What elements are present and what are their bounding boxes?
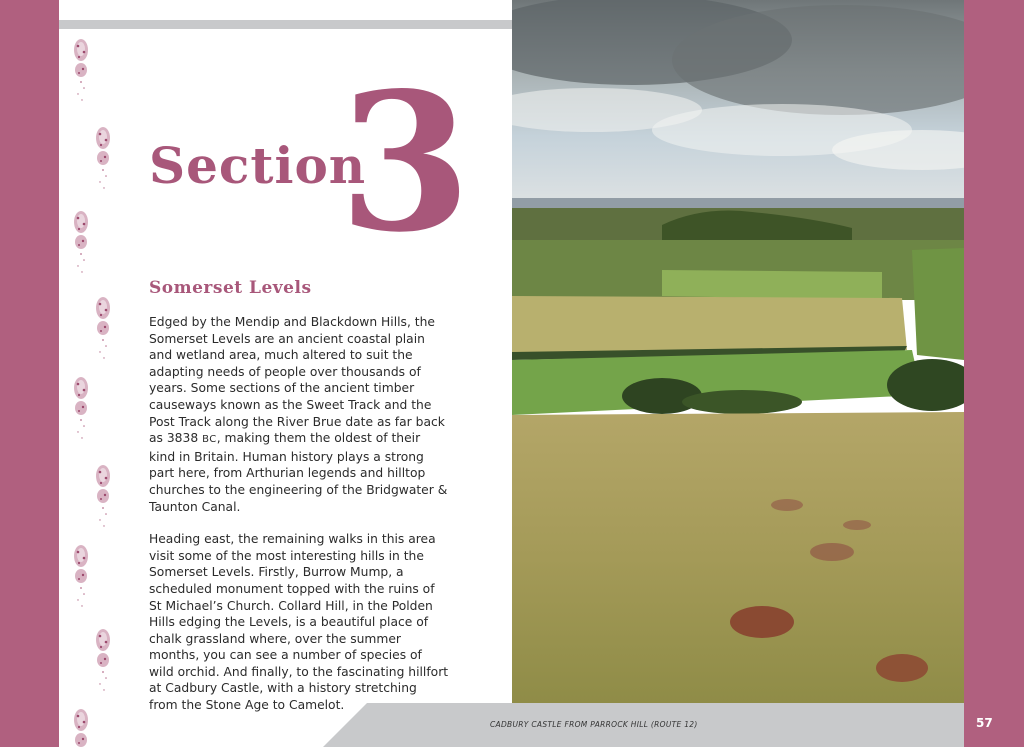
body-text [149, 314, 449, 730]
section-subtitle: Somerset Levels [149, 278, 312, 298]
footprint-icon [96, 297, 110, 359]
footprint-icon [96, 465, 110, 527]
footprint-icon [74, 545, 88, 607]
top-rule [59, 20, 512, 29]
paragraph-2: Heading east, the remaining walks in this area visit some of the most interesting hills in the Somerset Levels. Firstly, Burrow Mump, a scheduled monument topped with the ruins of St Michael’s Church. Collard Hill, in the Polden Hills edging the Levels, is a beautiful place of chalk grassland where, over the summer months, you can see a number of species of wild orchid. And finally, to the fascinating hillfort at Cadbury Castle, with a history stretching from the Stone Age to Camelot. [149, 532, 449, 713]
footprint-icon [96, 127, 110, 189]
footprint-icon [74, 377, 88, 439]
era-smallcaps: BC [202, 434, 217, 446]
section-number: 3 [339, 51, 472, 274]
photo-caption: CADBURY CASTLE FROM PARROCK HILL (ROUTE 12) [490, 720, 698, 729]
footprints-decoration [65, 36, 119, 747]
footprint-icon [74, 709, 88, 747]
footprint-icon [96, 629, 110, 691]
page-number: 57 [976, 716, 993, 730]
footprint-icon [74, 211, 88, 273]
paragraph-1: Edged by the Mendip and Blackdown Hills, the Somerset Levels are an ancient coastal plain and wetland area, much altered to suit the adapting needs of people over thousands of years. Some sections of the ancient timber causeways known as the Sweet Track and the Post Track along the River Brue date as far back as 3838 BC, making them the oldest of their kind in Britain. Human history plays a strong part here, from Arthurian legends and hilltop churches to the engineering of the Bridgwater & Taunton Canal. [149, 315, 448, 514]
book-page [59, 0, 964, 747]
landscape-photo [512, 0, 964, 703]
section-word: Section [149, 136, 367, 195]
footprint-icon [74, 39, 88, 101]
